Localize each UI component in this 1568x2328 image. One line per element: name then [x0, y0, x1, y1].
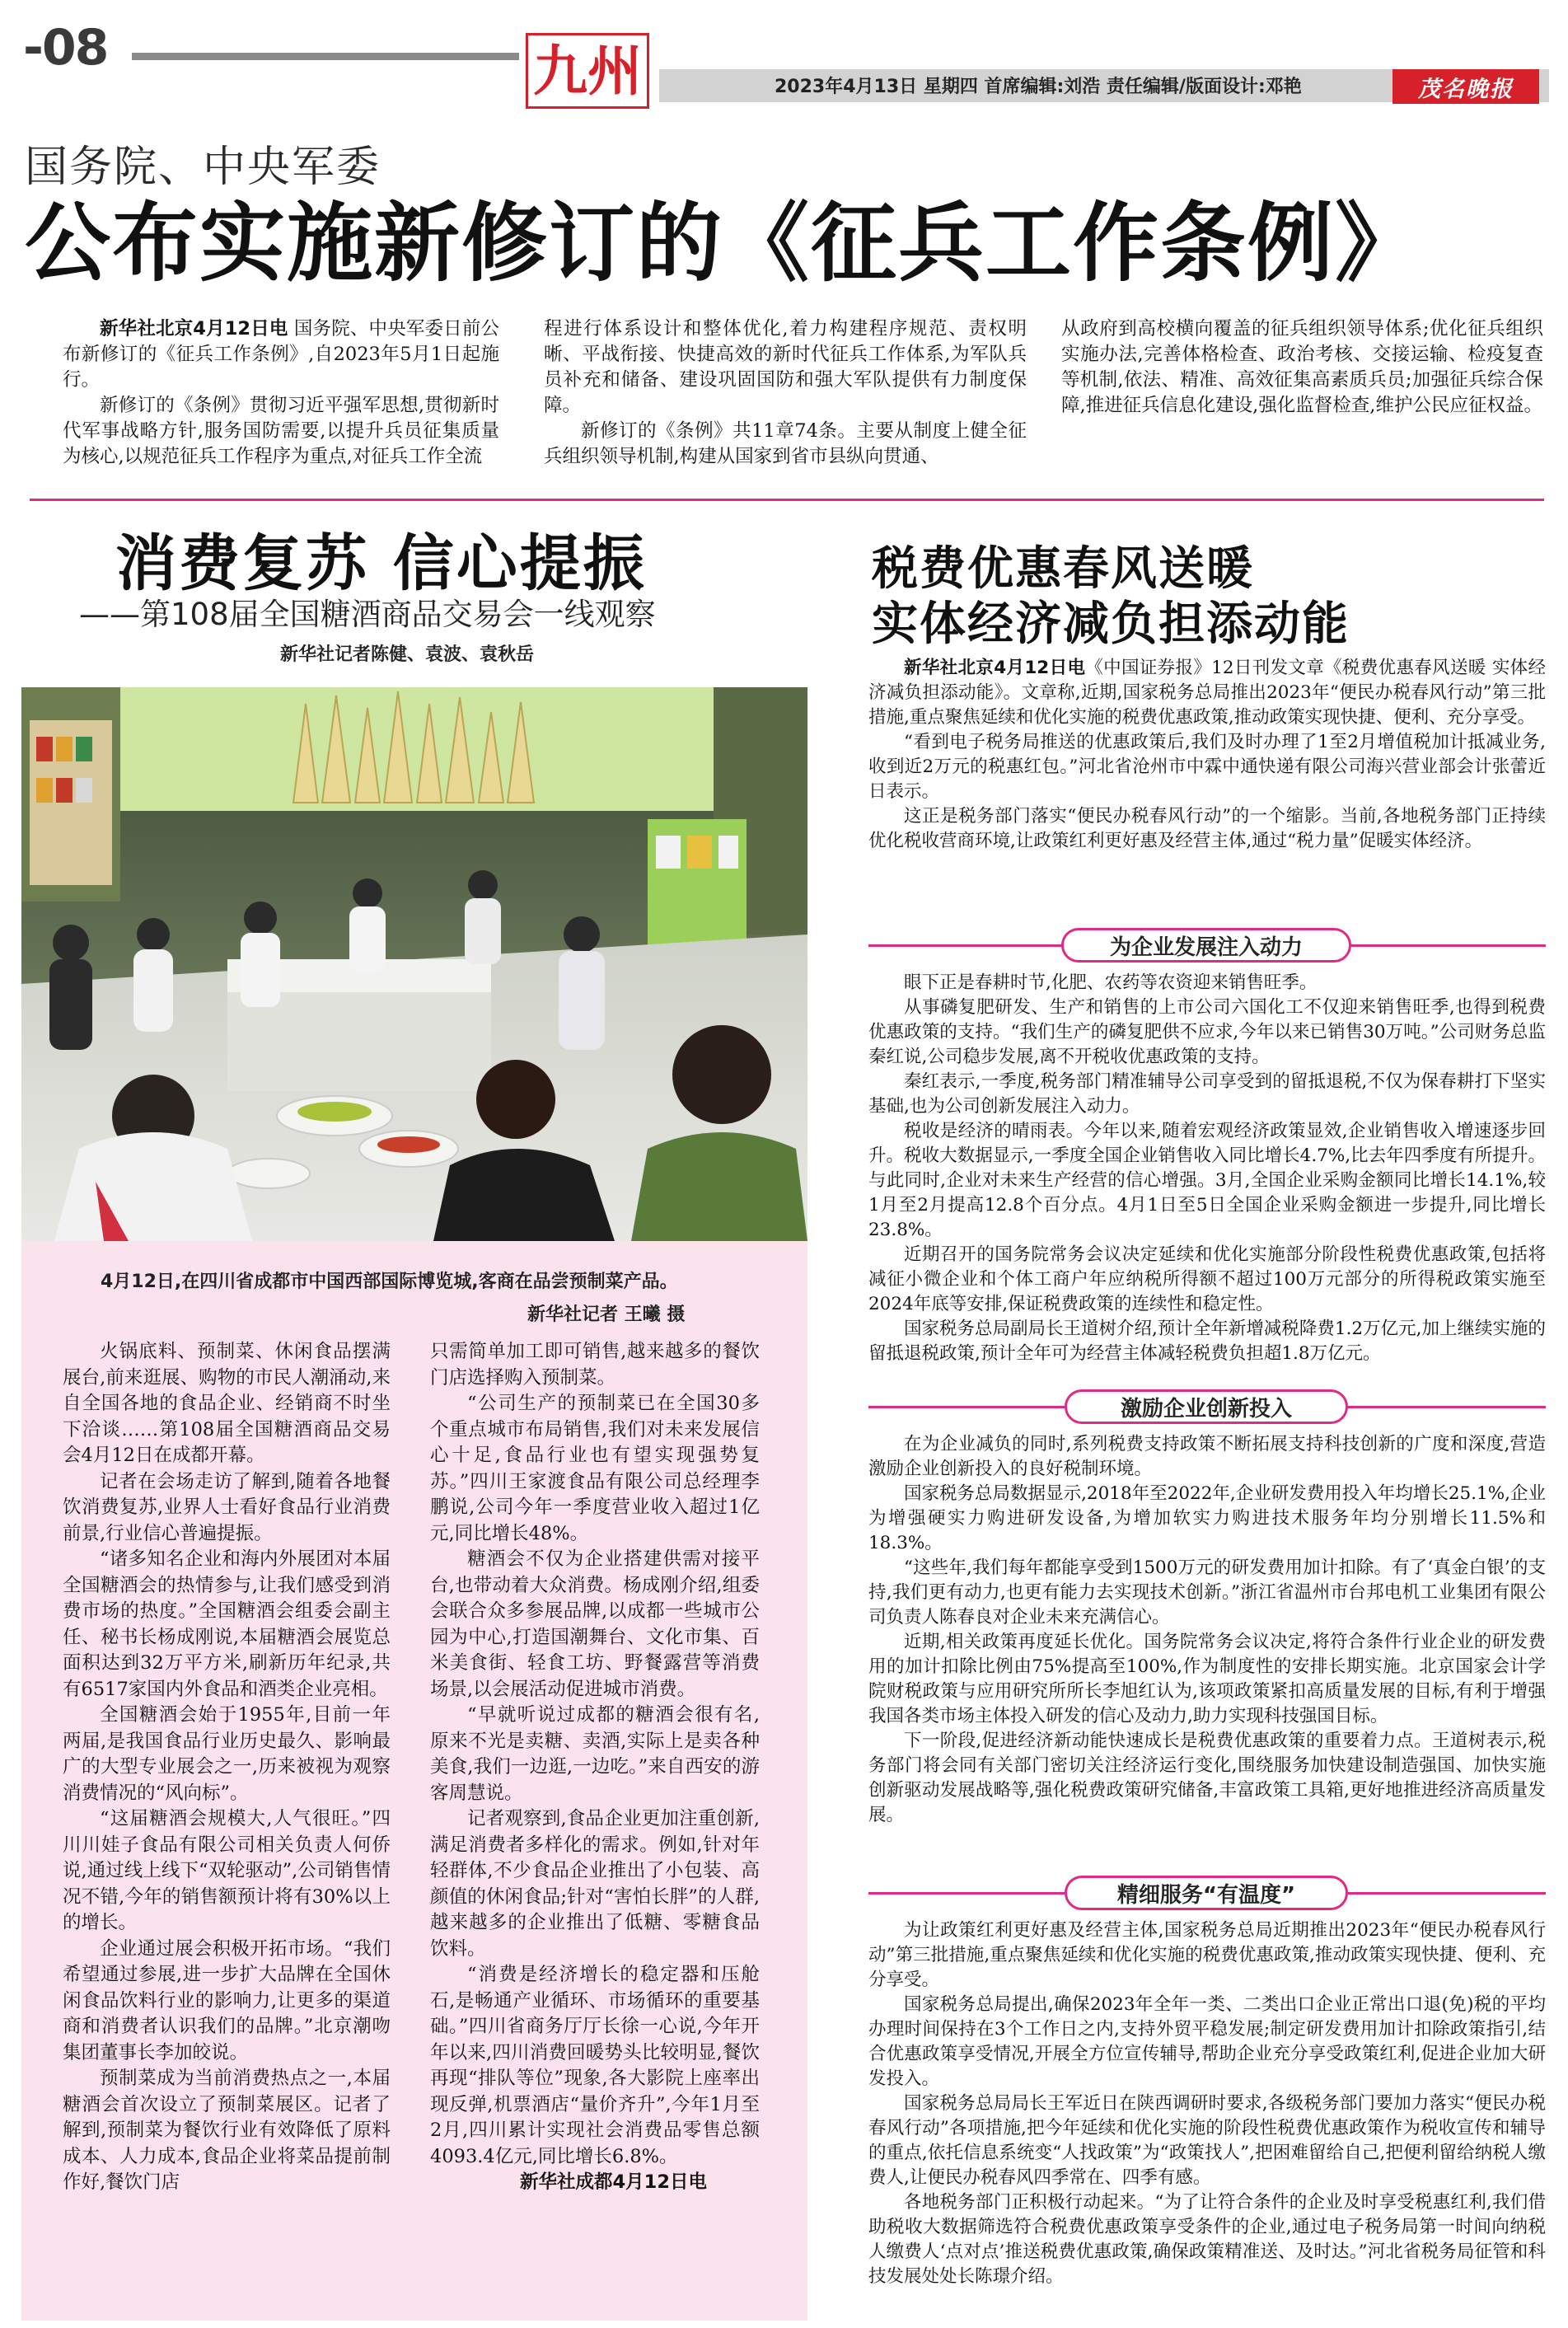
lead-paragraph: 新修订的《条例》共11章74条。主要从制度上健全征兵组织领导机制,构建从国家到省市县纵向贯通、 [544, 420, 1027, 467]
page-number: -08 [23, 19, 108, 77]
paragraph-text: 国务院、中央军委日前公布新修订的《征兵工作条例》,自2023年5月1日起施行。 [63, 318, 499, 391]
lead-column-1 [63, 316, 499, 470]
paragraph: 国家税务总局局长王军近日在陕西调研时要求,各级税务部门要加力落实“便民办税春风行动”各项措施,把今年延续和优化实施的阶段性税费优惠政策作为税收宣传和辅导的重点,依托信息系统变“人找政策”为“政策找人”,把困难留给自己,把便利留给纳税人缴费人,让便民办税春风四季常在、四季有感。 [868, 2093, 1546, 2188]
paragraph: 全国糖酒会始于1955年,目前一年两届,是我国食品行业历史最久、影响最广的大型专业展会之一,历来被视为观察消费情况的“风向标”。 [63, 1704, 391, 1804]
section-divider [30, 499, 1544, 501]
paragraph: 预制菜成为当前消费热点之一,本届糖酒会首次设立了预制菜展区。记者了解到,预制菜为餐饮行业有效降低了原料成本、人力成本,食品企业将菜品提前制作好,餐饮门店 [63, 2068, 391, 2193]
paragraph [868, 656, 1546, 730]
lead-paragraph [63, 316, 499, 393]
lead-column-2 [544, 316, 1027, 470]
photo-credit: 新华社记者 王曦 摄 [527, 1305, 686, 1325]
paragraph: “消费是经济增长的稳定器和压舱石,是畅通产业循环、市场循环的重要基础。”四川省商务厅厅长徐一心说,今年开年以来,四川消费回暖势头比较明显,餐饮再现“排队等位”现象,各大影院上座率出现反弹,机票酒店“量价齐升”,今年1月至2月,四川累计实现社会消费品零售总额4093.4亿元,同比增长6.8%。 [430, 1964, 760, 2167]
left-story-byline: 新华社记者陈健、袁波、袁秋岳 [280, 644, 535, 665]
paragraph: 这正是税务部门落实“便民办税春风行动”的一个缩影。当前,各地税务部门正持续优化税收营商环境,让政策红利更好惠及经营主体,通过“税力量”促暖实体经济。 [868, 806, 1546, 851]
right-story-title-line-2: 实体经济减负担添动能 [872, 597, 1350, 651]
paragraph: 近期召开的国务院常务会议决定延续和优化实施部分阶段性税费优惠政策,包括将减征小微企业和个体工商户年应纳税所得额不超过100万元部分的所得税政策实施至2024年底等安排,保证税费政策的连续性和稳定性。 [868, 1244, 1546, 1314]
dateline: 新华社北京4月12日电 [100, 318, 288, 340]
right-story-intro [868, 656, 1546, 854]
news-photo [21, 687, 807, 1241]
section-badge [526, 33, 649, 109]
right-story-section-1 [868, 971, 1546, 1366]
paragraph: 近期,相关政策再度延长优化。国务院常务会议决定,将符合条件行业企业的研发费用的加计扣除比例由75%提高至100%,作为制度性的安排长期实施。北京国家会计学院财税政策与应用研究所所长李旭红认为,该项政策紧扣高质量发展的目标,有利于增强我国各类市场主体投入研发的信心及动力,助力实现科技强国目标。 [868, 1632, 1546, 1726]
left-story-title: 消费复苏 信心提振 [115, 528, 647, 599]
paragraph: 秦红表示,一季度,税务部门精准辅导公司享受到的留抵退税,不仅为保春耕打下坚实基础,也为公司创新发展注入动力。 [868, 1071, 1546, 1117]
right-story-section-3 [868, 1918, 1546, 2289]
lead-paragraph: 新修订的《条例》贯彻习近平强军思想,贯彻新时代军事战略方针,服务国防需要,以提升兵员征集质量为核心,以规范征兵工作程序为重点,对征兵工作全流 [63, 395, 499, 467]
paragraph: 国家税务总局副局长王道树介绍,预计全年新增减税降费1.2万亿元,加上继续实施的留抵退税政策,预计全年可为经营主体减轻税费负担超1.8万亿元。 [868, 1319, 1546, 1364]
end-dateline: 新华社成都4月12日电 [520, 2171, 707, 2193]
paragraph-text: 《中国证券报》12日刊发文章《税费优惠春风送暖 实体经济减负担添动能》。文章称,近期,国家税务总局推出2023年“便民办税春风行动”第三批措施,重点聚焦延续和优化实施的税费优惠政策,推动政策实现快捷、便利、充分享受。 [868, 658, 1546, 728]
paragraph: 糖酒会不仅为企业搭建供需对接平台,也带动着大众消费。杨成刚介绍,组委会联合众多参展品牌,以成都一些城市公园为中心,打造国潮舞台、文化市集、百米美食街、轻食工坊、野餐露营等消费场景,以会展活动促进城市消费。 [430, 1548, 760, 1700]
header-rule [132, 53, 519, 60]
paragraph: 各地税务部门正积极行动起来。“为了让符合条件的企业及时享受税惠红利,我们借助税收大数据筛选符合税费优惠政策享受条件的企业,通过电子税务局第一时间向纳税人缴费人‘点对点’推送税费优惠政策,确保政策精准送、及时达。”河北省税务局征管和科技发展处处长陈璟介绍。 [868, 2192, 1546, 2287]
paragraph: “这届糖酒会规模大,人气很旺。”四川川娃子食品有限公司相关负责人何侨说,通过线上线下“双轮驱动”,公司销售情况不错,今年的销售额预计将有30%以上的增长。 [63, 1808, 391, 1933]
paragraph: “公司生产的预制菜已在全国30多个重点城市布局销售,我们对未来发展信心十足,食品行业也有望实现强势复苏。”四川王家渡食品有限公司总经理李鹏说,公司今年一季度营业收入超过1亿元,同比增长48%。 [430, 1393, 760, 1544]
paragraph: 企业通过展会积极开拓市场。“我们希望通过参展,进一步扩大品牌在全国休闲食品饮料行业的影响力,让更多的渠道商和消费者认识我们的品牌。”北京潮吻集团董事长李加皎说。 [63, 1937, 391, 2063]
lead-column-3 [1061, 316, 1543, 419]
subhead-1: 为企业发展注入动力 [1061, 928, 1351, 963]
paragraph: 记者观察到,食品企业更加注重创新,满足消费者多样化的需求。例如,针对年轻群体,不少食品企业推出了小包装、高颜值的休闲食品;针对“害怕长胖”的人群,越来越多的企业推出了低糖、零糖食品饮料。 [430, 1808, 760, 1960]
paragraph: 下一阶段,促进经济新动能快速成长是税费优惠政策的重要着力点。王道树表示,税务部门将会同有关部门密切关注经济运行变化,围绕服务加快建设制造强国、加快实施创新驱动发展战略等,强化税费政策研究储备,丰富政策工具箱,更好地推进经济高质量发展。 [868, 1731, 1546, 1825]
paragraph: 国家税务总局提出,确保2023年全年一类、二类出口企业正常出口退(免)税的平均办理时间保持在3个工作日之内,支持外贸平稳发展;制定研发费用加计扣除政策指引,结合优惠政策享受情况,开展全方位宣传辅导,帮助企业充分享受政策红利,促进企业加大研发投入。 [868, 1994, 1546, 2089]
left-story-column-1 [63, 1339, 391, 2196]
paragraph: 从事磷复肥研发、生产和销售的上市公司六国化工不仅迎来销售旺季,也得到税费优惠政策的支持。“我们生产的磷复肥供不应求,今年以来已销售30万吨。”公司财务总监秦红说,公司稳步发展,离不开税收优惠政策的支持。 [868, 997, 1546, 1067]
dateline: 新华社北京4月12日电 [904, 658, 1086, 678]
paragraph: 眼下正是春耕时节,化肥、农药等农资迎来销售旺季。 [904, 972, 1318, 993]
paragraph: “早就听说过成都的糖酒会很有名,原来不光是卖糖、卖酒,实际上是卖各种美食,我们一边逛,一边吃。”来自西安的游客周慧说。 [430, 1704, 760, 1804]
right-story-title-line-1: 税费优惠春风送暖 [872, 542, 1254, 596]
paragraph: 火锅底料、预制菜、休闲食品摆满展台,前来逛展、购物的市民人潮涌动,来自全国各地的食品企业、经销商不时坐下洽谈……第108届全国糖酒商品交易会4月12日在成都开幕。 [63, 1341, 391, 1466]
paragraph: “这些年,我们每年都能享受到1500万元的研发费用加计扣除。有了‘真金白银’的支持,我们更有动力,也更有能力去实现技术创新。”浙江省温州市台邦电机工业集团有限公司负责人陈春良对企业未来充满信心。 [868, 1557, 1546, 1628]
paragraph: 国家税务总局数据显示,2018年至2022年,企业研发费用投入年均增长25.1%,企业为增强硬实力购进研发设备,为增加软实力购进技术服务年均分别增长11.5%和18.3%。 [868, 1483, 1546, 1553]
paragraph: “诸多知名企业和海内外展团对本届全国糖酒会的热情参与,让我们感受到消费市场的热度。”全国糖酒会组委会副主任、秘书长杨成刚说,本届糖酒会展览总面积达到32万平方米,刷新历年纪录,共有6517家国内外食品和酒类企业亮相。 [63, 1548, 391, 1700]
paragraph: “看到电子税务局推送的优惠政策后,我们及时办理了1至2月增值税加计抵减业务,收到近2万元的税惠红包。”河北省沧州市中霖中通快递有限公司海兴营业部会计张蕾近日表示。 [868, 732, 1546, 802]
paragraph: 为让政策红利更好惠及经营主体,国家税务总局近期推出2023年“便民办税春风行动”第三批措施,重点聚焦延续和优化实施的税费优惠政策,推动政策实现快捷、便利、充分享受。 [868, 1920, 1546, 1990]
lead-paragraph: 从政府到高校横向覆盖的征兵组织领导体系;优化征兵组织实施办法,完善体格检查、政治考核、交接运输、检疫复查等机制,依法、精准、高效征集高素质兵员;加强征兵综合保障,推进征兵信息化建设,强化监督检查,维护公民应征权益。 [1061, 318, 1543, 416]
lead-paragraph: 程进行体系设计和整体优化,着力构建程序规范、责权明晰、平战衔接、快捷高效的新时代征兵工作体系,为军队兵员补充和储备、建设巩固国防和强大军队提供有力制度保障。 [544, 318, 1027, 416]
paragraph: 税收是经济的晴雨表。今年以来,随着宏观经济政策显效,企业销售收入增速逐步回升。税收大数据显示,一季度全国企业销售收入同比增长4.7%,比去年四季度有所提升。与此同时,企业对未来生产经营的信心增强。3月,全国企业采购金额同比增长14.1%,较1月至2月提高12.8个百分点。4月1日至5日全国企业采购金额进一步提升,同比增长23.8%。 [868, 1121, 1546, 1240]
subhead-3: 精细服务“有温度” [1065, 1876, 1348, 1910]
section-title: 九州 [533, 39, 642, 103]
photo-caption: 4月12日,在四川省成都市中国西部国际博览城,客商在品尝预制菜产品。 [101, 1272, 678, 1292]
lead-headline: 公布实施新修订的《征兵工作条例》 [25, 193, 1423, 293]
left-story-column-2 [430, 1339, 760, 2196]
lead-kicker: 国务院、中央军委 [25, 143, 381, 192]
paragraph: 在为企业减负的同时,系列税费支持政策不断拓展支持科技创新的广度和深度,营造激励企业创新投入的良好税制环境。 [868, 1434, 1546, 1479]
header-info: 2023年4月13日 星期四 首席编辑:刘浩 责任编辑/版面设计:邓艳 [775, 77, 1302, 97]
left-story-subtitle: ——第108届全国糖酒商品交易会一线观察 [79, 597, 656, 632]
paragraph: 只需简单加工即可销售,越来越多的餐饮门店选择购入预制菜。 [430, 1341, 760, 1389]
right-story-section-2 [868, 1432, 1546, 1828]
newspaper-logo: 茂名晚报 [1392, 69, 1539, 104]
paragraph: 记者在会场走访了解到,随着各地餐饮消费复苏,业界人士看好食品行业消费前景,行业信心普遍提振。 [63, 1470, 391, 1544]
subhead-2: 激励企业创新投入 [1065, 1389, 1348, 1424]
expo-scene-illustration [21, 687, 807, 1241]
